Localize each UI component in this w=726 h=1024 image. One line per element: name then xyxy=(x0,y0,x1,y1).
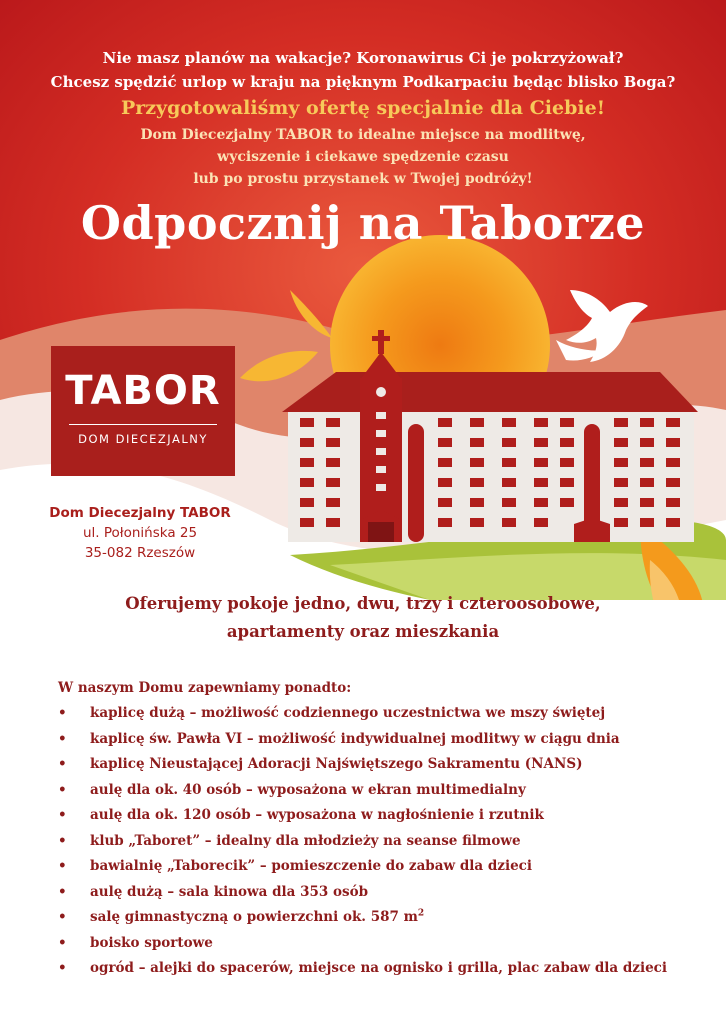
list-item: • salę gimnastyczną o powierzchni ok. 587 $m^2$ xyxy=(58,905,698,931)
list-item: • boisko sportowe xyxy=(58,931,698,957)
address-block xyxy=(30,503,250,563)
amenities-list xyxy=(58,701,698,982)
logo-brand: TABOR xyxy=(65,368,221,414)
list-item: • aulę dla ok. 40 osób – wyposażona w ekran multimedialny xyxy=(58,778,698,804)
intro-line-5: lub po prostu przystanek w Twojej podróży! xyxy=(193,171,533,187)
offer-line-1: Oferujemy pokoje jedno, dwu, trzy i czteroosobowe, xyxy=(125,594,601,613)
list-item: • ogród – alejki do spacerów, miejsce na ognisko i grilla, plac zabaw dla dzieci xyxy=(58,956,698,982)
address-name: Dom Diecezjalny TABOR xyxy=(49,505,231,521)
offer-section xyxy=(0,590,726,646)
list-item: • bawialnię „Taborecik” – pomieszczenie do zabaw dla dzieci xyxy=(58,854,698,880)
address-city: 35-082 Rzeszów xyxy=(84,545,196,561)
building-facade xyxy=(288,412,694,542)
building-roof xyxy=(282,372,698,412)
page-title: Odpocznij na Taborze xyxy=(80,196,646,250)
list-item: • kaplicę dużą – możliwość codziennego uczestnictwa we mszy świętej xyxy=(58,701,698,727)
list-item: • aulę dla ok. 120 osób – wyposażona w nagłośnienie i rzutnik xyxy=(58,803,698,829)
amenities-section xyxy=(58,677,698,982)
offer-line-2: apartamenty oraz mieszkania xyxy=(226,622,500,641)
intro-headline: Przygotowaliśmy ofertę specjalnie dla Ciebie! xyxy=(120,97,606,119)
address-street: ul. Połonińska 25 xyxy=(82,525,198,541)
amenities-intro: W naszym Domu zapewniamy ponadto: xyxy=(58,680,352,696)
logo-subtitle: DOM DIECEZJALNY xyxy=(78,432,208,446)
intro-line-1: Nie masz planów na wakacje? Koronawirus Ci je pokrzyżował? xyxy=(102,49,624,67)
intro-line-3: Dom Diecezjalny TABOR to idealne miejsce na modlitwę, xyxy=(140,127,586,143)
unit-exponent: 2 xyxy=(417,908,425,919)
intro-line-2: Chcesz spędzić urlop w kraju na pięknym Podkarpaciu będąc blisko Boga? xyxy=(50,73,676,91)
list-item: • kaplicę św. Pawła VI – możliwość indywidualnej modlitwy w ciągu dnia xyxy=(58,727,698,753)
tabor-logo xyxy=(51,346,235,476)
list-item: • aulę dużą – sala kinowa dla 353 osób xyxy=(58,880,698,906)
list-item: • kaplicę Nieustającej Adoracji Najświętszego Sakramentu (NANS) xyxy=(58,752,698,778)
list-item: • klub „Taboret” – idealny dla młodzieży na seanse filmowe xyxy=(58,829,698,855)
intro-line-4: wyciszenie i ciekawe spędzenie czasu xyxy=(217,149,509,165)
logo-divider xyxy=(69,424,217,425)
